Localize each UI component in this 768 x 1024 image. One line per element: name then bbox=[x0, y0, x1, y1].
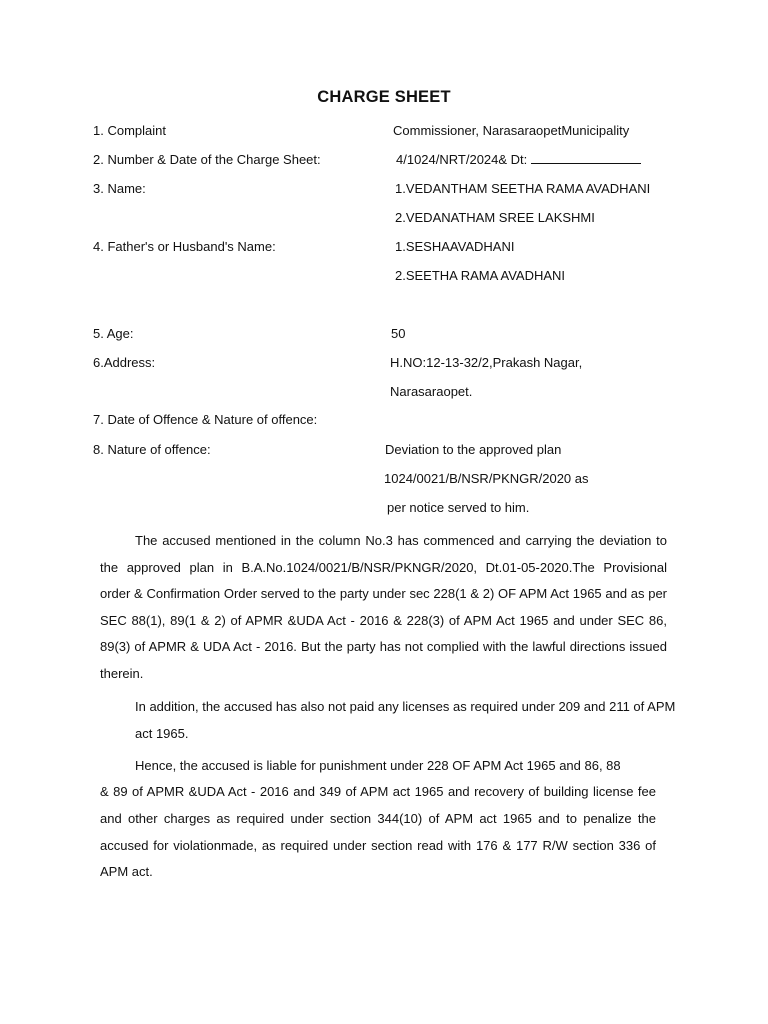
address-value-2: Narasaraopet. bbox=[390, 384, 473, 399]
paragraph-licenses: In addition, the accused has also not paid any licenses as required under 209 and 211 of APM act 1965. bbox=[135, 699, 676, 741]
nature-offence-value-1: Deviation to the approved plan bbox=[385, 442, 562, 457]
paragraph-punishment-first-line: Hence, the accused is liable for punishment under 228 OF APM Act 1965 and 86, 88 bbox=[135, 758, 621, 773]
page-title: CHARGE SHEET bbox=[317, 88, 451, 106]
number-date-text: 4/1024/NRT/2024& Dt: bbox=[396, 152, 528, 167]
paragraph-punishment: & 89 of APMR &UDA Act - 2016 and 349 of APM act 1965 and recovery of building license fee and other charges as required under section 344(10) of APM act 1965 and to penalize the accused for violationmade, as required under section read with 176 & 177 R/W section 336 of APM act. bbox=[100, 784, 656, 880]
father-husband-label: 4. Father's or Husband's Name: bbox=[93, 239, 276, 254]
nature-offence-value-2: 1024/0021/B/NSR/PKNGR/2020 as bbox=[384, 471, 589, 486]
date-blank-line bbox=[531, 151, 641, 164]
date-offence-label: 7. Date of Offence & Nature of offence: bbox=[93, 412, 318, 427]
name-value-2: 2.VEDANATHAM SREE LAKSHMI bbox=[395, 210, 595, 225]
address-value-1: H.NO:12-13-32/2,Prakash Nagar, bbox=[390, 355, 583, 370]
number-date-label: 2. Number & Date of the Charge Sheet: bbox=[93, 152, 321, 167]
address-label: 6.Address: bbox=[93, 355, 156, 370]
age-value: 50 bbox=[391, 326, 406, 341]
complaint-label: 1. Complaint bbox=[93, 123, 166, 138]
father-husband-value-1: 1.SESHAAVADHANI bbox=[395, 239, 515, 254]
name-value-1: 1.VEDANTHAM SEETHA RAMA AVADHANI bbox=[395, 181, 651, 196]
father-husband-value-2: 2.SEETHA RAMA AVADHANI bbox=[395, 268, 566, 283]
nature-offence-label: 8. Nature of offence: bbox=[93, 442, 211, 457]
number-date-value bbox=[396, 151, 641, 169]
paragraph-accused-deviation: The accused mentioned in the column No.3 has commenced and carrying the deviation to the approved plan in B.A.No.1024/0021/B/NSR/PKNGR/2020, Dt.01-05-2020.The Provisional order & Confirmation Order served to the party under sec 228(1 & 2) OF APM Act 1965 and as per SEC 88(1), 89(1 & 2) of APMR &UDA Act - 2016 & 228(3) of APM Act 1965 and under SEC 86, 89(3) of APMR & UDA Act - 2016. But the party has not complied with the lawful directions issued therein. bbox=[100, 533, 667, 681]
complaint-value: Commissioner, NarasaraopetMunicipality bbox=[393, 123, 630, 138]
nature-offence-value-3: per notice served to him. bbox=[387, 500, 530, 515]
age-label: 5. Age: bbox=[93, 326, 134, 341]
name-label: 3. Name: bbox=[93, 181, 146, 196]
